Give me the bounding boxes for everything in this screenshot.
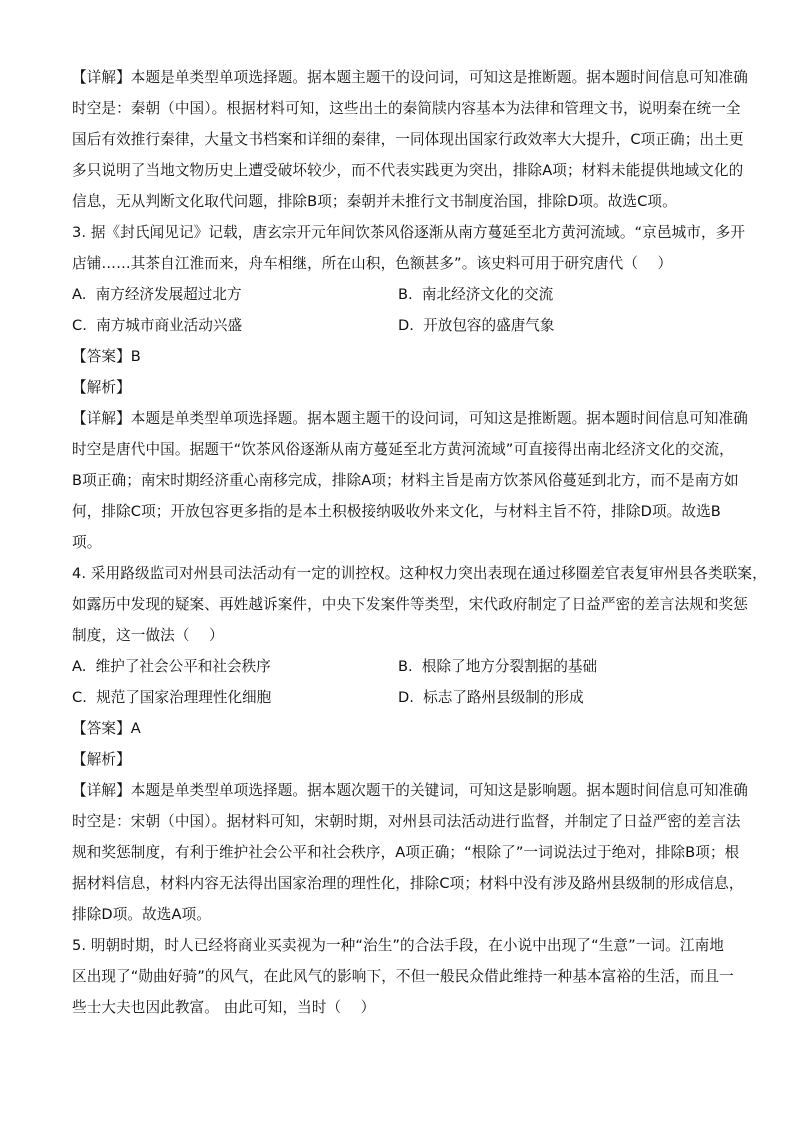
answer-label: 【答案】A — [72, 720, 141, 737]
options-row — [72, 279, 724, 310]
option-d: D. 开放包容的盛唐气象 — [398, 317, 555, 334]
question-stem-line: 如露历中发现的疑案、再姓越诉案件，中央下发案件等类型，宋代政府制定了日益严密的差言法规和奖惩 — [72, 596, 748, 613]
question-stem-line: 区出现了“勋曲好骑”的风气，在此风气的影响下，不但一般民众借此维持一种基本富裕的生活，而且一 — [72, 968, 734, 985]
explanation-line: 时空是：秦朝（中国）。根据材料可知，这些出土的秦简牍内容基本为法律和管理文书，说明秦在统一全 — [72, 100, 741, 117]
explanation-line: 【详解】本题是单类型单项选择题。据本题次题干的关键词，可知这是影响题。据本题时间信息可知准确 — [72, 782, 748, 799]
question-stem-line: 4. 采用路级监司对州县司法活动有一定的训控权。这种权力突出表现在通过移圈差官表复审州县各类联案， — [72, 565, 767, 582]
question-3 — [72, 217, 748, 558]
explanation-line: 【详解】本题是单类型单项选择题。据本题主题干的设问词，可知这是推断题。据本题时间信息可知准确 — [72, 69, 748, 86]
explanation-line: 国后有效推行秦律，大量文书档案和详细的秦律，一同体现出国家行政效率大大提升，C项正确；出土更 — [72, 131, 744, 148]
option-b: B. 根除了地方分裂割据的基础 — [398, 658, 598, 675]
options-row — [72, 651, 724, 682]
question-5 — [72, 930, 734, 1023]
explanation-line: 项。 — [72, 534, 102, 551]
analysis-label: 【解析】 — [72, 379, 131, 396]
document-page — [72, 62, 767, 1023]
explanation-line: 时空是唐代中国。据题干“饮茶风俗逐渐从南方蔓延至北方黄河流域”可直接得出南北经济文化的交流， — [72, 441, 734, 458]
option-b: B. 南北经济文化的交流 — [398, 286, 554, 303]
explanation-line: 据材料信息，材料内容无法得出国家治理的理性化，排除C项；材料中没有涉及路州县级制的形成信息， — [72, 875, 744, 892]
explanation-line: 排除D项。故选A项。 — [72, 906, 211, 923]
explanation-line: 时空是：宋朝（中国）。据材料可知，宋朝时期，对州县司法活动进行监督，并制定了日益严密的差言法 — [72, 813, 741, 830]
explanation-line: 规和奖惩制度，有利于维护社会公平和社会秩序，A项正确；“根除了”一词说法过于绝对，排除B项；根 — [72, 844, 740, 861]
q2-explanation — [72, 62, 748, 217]
question-4 — [72, 558, 767, 930]
explanation-line: 多只说明了当地文物历史上遭受破坏较少，而不代表实践更为突出，排除A项；材料未能提供地域文化的 — [72, 162, 744, 179]
explanation-line: 信息，无从判断文化取代问题，排除B项；秦朝并未推行文书制度治国，排除D项。故选C项。 — [72, 193, 677, 210]
question-stem-line: 3. 据《封氏闻见记》记载，唐玄宗开元年间饮茶风俗逐渐从南方蔓延至北方黄河流域。“京邑城市，多开 — [72, 224, 746, 241]
option-d: D. 标志了路州县级制的形成 — [398, 689, 584, 706]
question-stem-line: 制度，这一做法（ ） — [72, 627, 224, 644]
explanation-line: 【详解】本题是单类型单项选择题。据本题主题干的设问词，可知这是推断题。据本题时间信息可知准确 — [72, 410, 748, 427]
option-c: C. 规范了国家治理理性化细胞 — [72, 689, 272, 706]
analysis-label: 【解析】 — [72, 751, 131, 768]
option-a: A. 南方经济发展超过北方 — [72, 286, 242, 303]
answer-label: 【答案】B — [72, 348, 141, 365]
question-stem-line: 5. 明朝时期，时人已经将商业买卖视为一种“治生”的合法手段，在小说中出现了“生意”一词。江南地 — [72, 937, 724, 954]
question-stem-line: 店铺……其茶自江淮而来，舟车相继，所在山积，色额甚多”。该史料可用于研究唐代（ ） — [72, 255, 673, 272]
options-row — [72, 682, 724, 713]
explanation-line: B项正确；南宋时期经济重心南移完成，排除A项；材料主旨是南方饮茶风俗蔓延到北方，而不是南方如 — [72, 472, 739, 489]
option-a: A. 维护了社会公平和社会秩序 — [72, 658, 271, 675]
explanation-line: 何，排除C项；开放包容更多指的是本土积极接纳吸收外来文化，与材料主旨不符，排除D项。故选B — [72, 503, 721, 520]
option-c: C. 南方城市商业活动兴盛 — [72, 317, 243, 334]
question-stem-line: 些士大夫也因此教富。 由此可知，当时（ ） — [72, 999, 376, 1016]
options-row — [72, 310, 724, 341]
